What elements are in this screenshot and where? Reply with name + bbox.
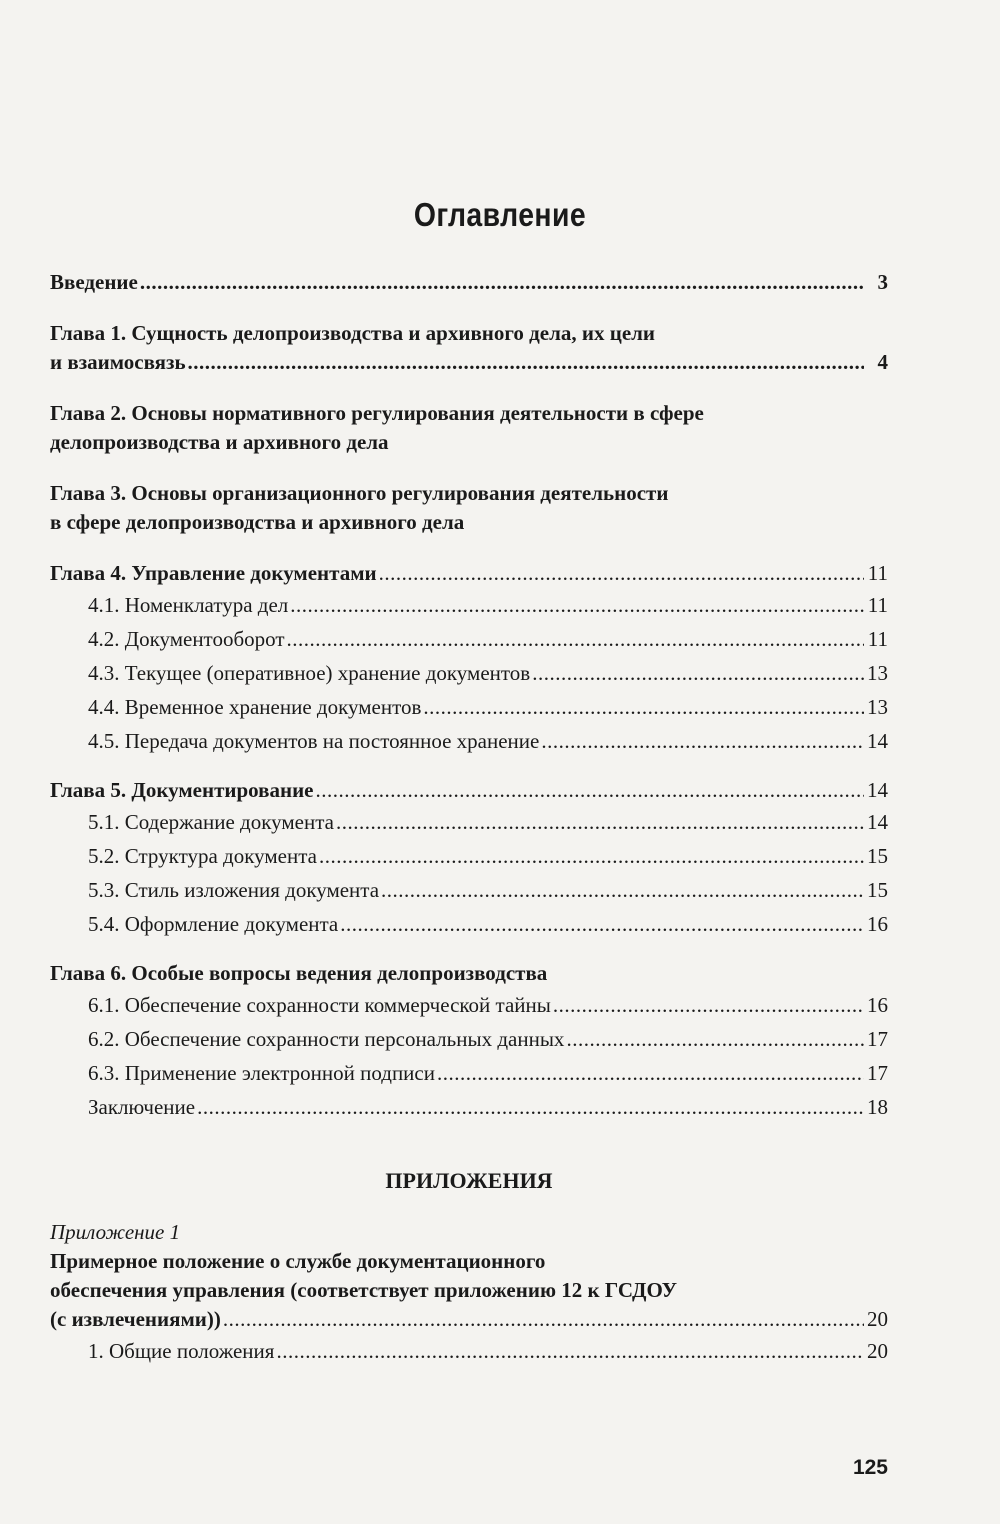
toc-subentry-page: 11 [867, 627, 888, 651]
toc-subentry-page: 18 [867, 1095, 888, 1119]
page-title: Оглавление [413, 196, 587, 233]
toc-entry-page: 14 [867, 778, 888, 802]
toc-subentry-4-1[interactable] [88, 588, 888, 622]
appendices-heading: ПРИЛОЖЕНИЯ [385, 1168, 553, 1193]
toc-entry-chapter-4[interactable] [50, 559, 888, 588]
toc-entry-page: 4 [877, 350, 888, 374]
leader-dots [290, 588, 864, 622]
toc-entry-chapter-1[interactable] [50, 319, 888, 377]
toc-subentry-5-4[interactable] [88, 907, 888, 941]
toc-entry-appendix-1[interactable] [50, 1247, 888, 1334]
toc-entry-label: Введение [50, 270, 138, 294]
toc-entry-label: Глава 1. Сущность делопроизводства и архивного дела, их цели [50, 321, 656, 345]
toc-entry-chapter-2[interactable] [50, 399, 888, 457]
toc-subentry-page: 11 [867, 593, 888, 617]
leader-dots [319, 839, 864, 873]
toc-entry-label-cont: делопроизводства и архивного дела [50, 430, 389, 454]
toc-subentry-5-2[interactable] [88, 839, 888, 873]
toc-subentry-label: 6.3. Применение электронной подписи [88, 1061, 435, 1085]
leader-dots [223, 1305, 864, 1334]
toc-subentry-4-5[interactable] [88, 724, 888, 758]
leader-dots [276, 1334, 864, 1368]
toc-subentry-label: 4.1. Номенклатура дел [88, 593, 289, 617]
toc-entry-label: Примерное положение о службе документационного [50, 1249, 546, 1273]
leader-dots [553, 988, 864, 1022]
leader-dots [287, 622, 864, 656]
toc-subentry-page: 13 [867, 695, 888, 719]
leader-dots [336, 805, 864, 839]
toc-subentry-6-3[interactable] [88, 1056, 888, 1090]
toc-subentry-conclusion[interactable] [88, 1090, 888, 1124]
toc-subentry-page: 20 [867, 1339, 888, 1363]
toc-subentry-4-3[interactable] [88, 656, 888, 690]
leader-dots [140, 268, 864, 297]
toc-subentry-label: 4.4. Временное хранение документов [88, 695, 422, 719]
toc-entry-chapter-5[interactable] [50, 776, 888, 805]
toc-entry-page: 11 [867, 561, 888, 585]
toc-subentry-page: 14 [867, 810, 888, 834]
toc-subentry-label: 6.2. Обеспечение сохранности персональных данных [88, 1027, 565, 1051]
toc-subentry-4-4[interactable] [88, 690, 888, 724]
toc-subentry-5-3[interactable] [88, 873, 888, 907]
toc-entry-label-cont: в сфере делопроизводства и архивного дела [50, 510, 465, 534]
leader-dots [532, 656, 864, 690]
toc-subentry-label: 4.3. Текущее (оперативное) хранение документов [88, 661, 531, 685]
toc-subentry-label: 4.5. Передача документов на постоянное хранение [88, 729, 540, 753]
leader-dots [340, 907, 864, 941]
leader-dots [541, 724, 864, 758]
toc-subentry-label: 6.1. Обеспечение сохранности коммерческой тайны [88, 993, 551, 1017]
toc-subentry-page: 15 [867, 844, 888, 868]
leader-dots [188, 348, 864, 377]
toc-subentry-label: 5.3. Стиль изложения документа [88, 878, 380, 902]
leader-dots [197, 1090, 864, 1124]
toc-subentry-page: 14 [867, 729, 888, 753]
toc-subentry-appendix-1-1[interactable] [88, 1334, 888, 1368]
toc-entry-chapter-6[interactable] [50, 959, 888, 988]
page-number: 125 [852, 1456, 888, 1479]
toc-entry-chapter-3[interactable] [50, 479, 888, 537]
toc-entry-page: 20 [867, 1307, 888, 1331]
toc-subentry-page: 17 [867, 1061, 888, 1085]
toc-subentry-page: 16 [867, 993, 888, 1017]
toc-entry-label: Глава 5. Документирование [50, 778, 314, 802]
toc-subentry-label: 4.2. Документооборот [88, 627, 285, 651]
toc-entry-page: 3 [877, 270, 888, 294]
toc-entry-label-cont: (с извлечениями)) [50, 1307, 221, 1331]
toc-subentry-4-2[interactable] [88, 622, 888, 656]
toc-subentry-label: 5.4. Оформление документа [88, 912, 339, 936]
leader-dots [566, 1022, 864, 1056]
toc-subentry-page: 13 [867, 661, 888, 685]
toc-subentry-label: Заключение [88, 1095, 196, 1119]
toc-subentry-page: 16 [867, 912, 888, 936]
leader-dots [381, 873, 864, 907]
table-of-contents [50, 268, 888, 1368]
leader-dots [379, 559, 864, 588]
toc-entry-label: Глава 3. Основы организационного регулирования деятельности [50, 481, 669, 505]
toc-entry-label: Глава 6. Особые вопросы ведения делопроизводства [50, 961, 548, 985]
toc-subentry-6-1[interactable] [88, 988, 888, 1022]
toc-subentry-label: 5.1. Содержание документа [88, 810, 334, 834]
toc-entry-label: Глава 4. Управление документами [50, 561, 377, 585]
toc-entry-label-cont: и взаимосвязь [50, 350, 186, 374]
leader-dots [437, 1056, 864, 1090]
leader-dots [423, 690, 864, 724]
toc-subentry-label: 1. Общие положения [88, 1339, 275, 1363]
toc-subentry-5-1[interactable] [88, 805, 888, 839]
toc-subentry-page: 17 [867, 1027, 888, 1051]
toc-entry-intro[interactable] [50, 268, 888, 297]
toc-subentry-page: 15 [867, 878, 888, 902]
appendix-caption: Приложение 1 [50, 1220, 181, 1244]
toc-subentry-6-2[interactable] [88, 1022, 888, 1056]
toc-entry-label: Глава 2. Основы нормативного регулирования деятельности в сфере [50, 401, 704, 425]
leader-dots [316, 776, 865, 805]
toc-subentry-label: 5.2. Структура документа [88, 844, 317, 868]
toc-entry-label-cont: обеспечения управления (соответствует приложению 12 к ГСДОУ [50, 1278, 678, 1302]
